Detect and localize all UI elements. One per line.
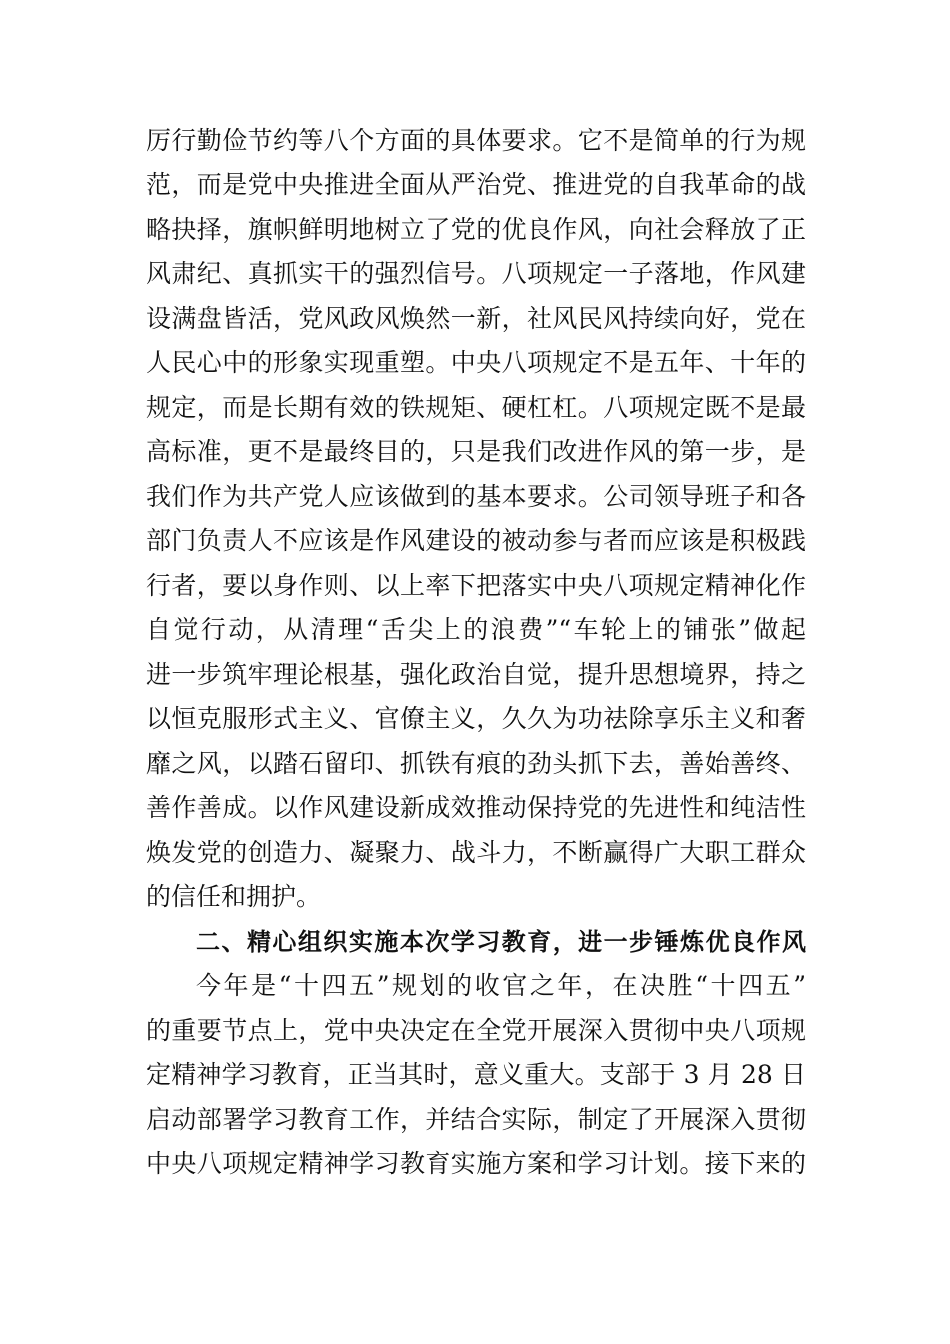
body-text-line: 部门负责人不应该是作风建设的被动参与者而应该是积极践: [146, 526, 806, 555]
body-text-line: 启动部署学习教育工作，并结合实际，制定了开展深入贯彻: [146, 1105, 806, 1134]
body-text-line: 靡之风，以踏石留印、抓铁有痕的劲头抓下去，善始善终、: [146, 749, 806, 778]
body-text-line: 高标准，更不是最终目的，只是我们改进作风的第一步，是: [146, 437, 806, 466]
body-text-line: 行者，要以身作则、以上率下把落实中央八项规定精神化作: [146, 571, 806, 600]
body-text-line: 风肃纪、真抓实干的强烈信号。八项规定一子落地，作风建: [146, 259, 806, 288]
body-text-line: 规定，而是长期有效的铁规矩、硬杠杠。八项规定既不是最: [146, 393, 806, 422]
body-text-line: 范，而是党中央推进全面从严治党、推进党的自我革命的战: [146, 170, 806, 199]
body-text-line: 自觉行动，从清理“舌尖上的浪费”“车轮上的铺张”做起: [146, 615, 806, 644]
body-text-line: 以恒克服形式主义、官僚主义，久久为功祛除享乐主义和奢: [146, 704, 806, 733]
body-text-line: 设满盘皆活，党风政风焕然一新，社风民风持续向好，党在: [146, 304, 806, 333]
body-text-line: 善作善成。以作风建设新成效推动保持党的先进性和纯洁性: [146, 793, 806, 822]
body-text-line: 定精神学习教育，正当其时，意义重大。支部于 3 月 28 日: [146, 1060, 806, 1089]
body-text-line: 今年是“十四五”规划的收官之年，在决胜“十四五”: [196, 971, 806, 1000]
body-text-line: 人民心中的形象实现重塑。中央八项规定不是五年、十年的: [146, 348, 806, 377]
body-text-line: 略抉择，旗帜鲜明地树立了党的优良作风，向社会释放了正: [146, 215, 806, 244]
body-text-line: 我们作为共产党人应该做到的基本要求。公司领导班子和各: [146, 482, 806, 511]
body-text-line: 中央八项规定精神学习教育实施方案和学习计划。接下来的: [146, 1149, 806, 1178]
body-text-line: 厉行勤俭节约等八个方面的具体要求。它不是简单的行为规: [146, 126, 806, 155]
body-text-line: 的重要节点上，党中央决定在全党开展深入贯彻中央八项规: [146, 1016, 806, 1045]
body-text-line: 的信任和拥护。: [146, 882, 322, 911]
body-text-line: 焕发党的创造力、凝聚力、战斗力，不断赢得广大职工群众: [146, 838, 806, 867]
body-text-line: 进一步筑牢理论根基，强化政治自觉，提升思想境界，持之: [146, 660, 806, 689]
section-heading: 二、精心组织实施本次学习教育，进一步锤炼优良作风: [196, 928, 806, 956]
